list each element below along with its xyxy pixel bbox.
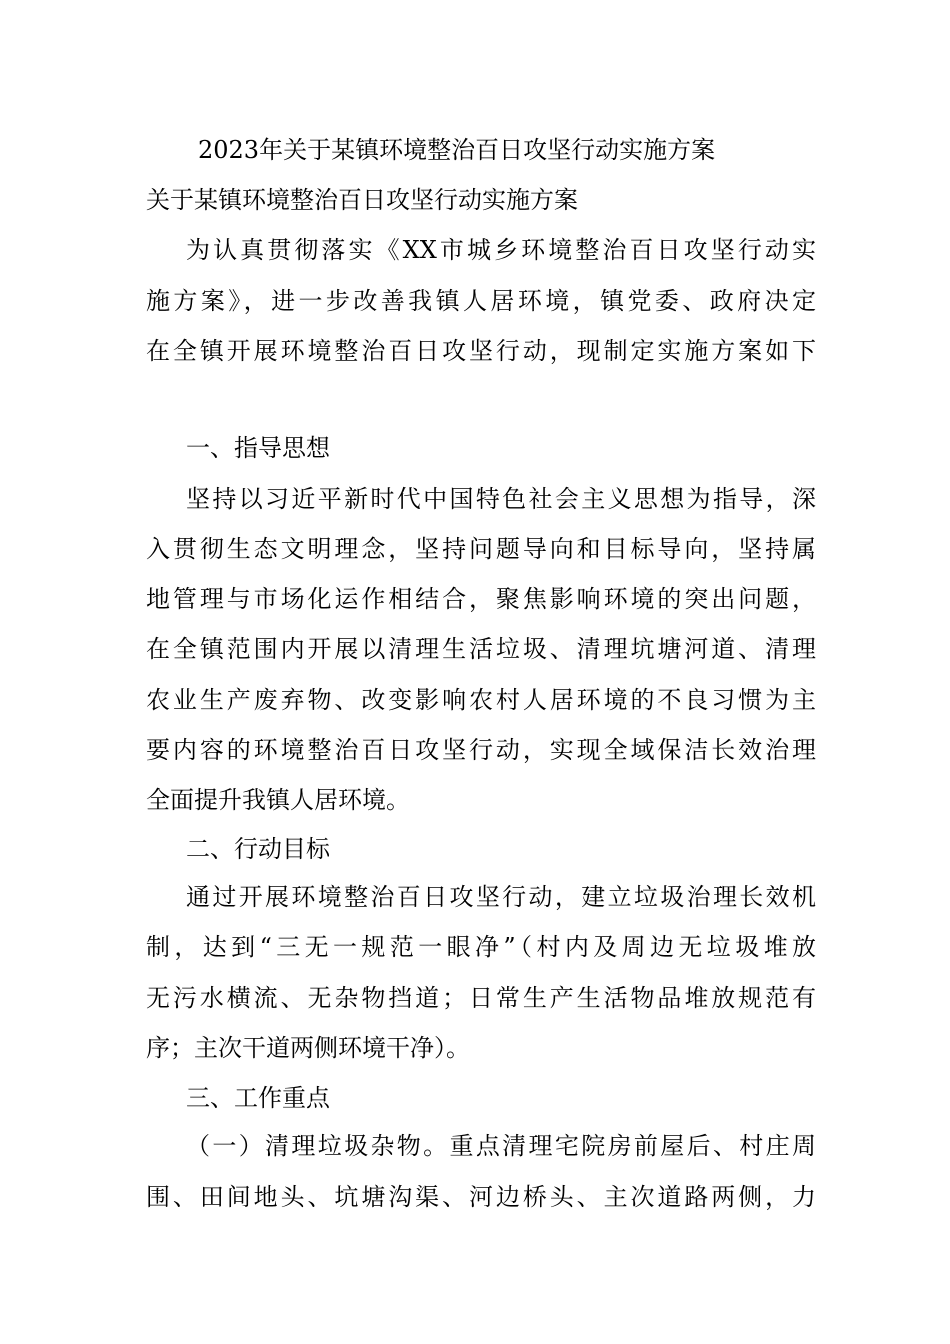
section-heading-work-focus: 三、工作重点 (186, 1084, 330, 1112)
intro-line: 施方案》，进一步改善我镇人居环境，镇党委、政府决定 (146, 287, 816, 315)
section-heading-action-goals: 二、行动目标 (186, 835, 330, 863)
document-subtitle: 关于某镇环境整治百日攻坚行动实施方案 (146, 186, 578, 214)
paragraph-line: 围、田间地头、坑塘沟渠、河边桥头、主次道路两侧，力 (146, 1183, 816, 1211)
section-heading-guiding-ideology: 一、指导思想 (186, 434, 330, 462)
paragraph-line: 坚持以习近平新时代中国特色社会主义思想为指导，深 (186, 485, 816, 513)
document-title: 2023年关于某镇环境整治百日攻坚行动实施方案 (198, 136, 716, 164)
intro-line: 在全镇开展环境整治百日攻坚行动，现制定实施方案如下 (146, 337, 816, 365)
paragraph-line: 通过开展环境整治百日攻坚行动，建立垃圾治理长效机 (186, 883, 816, 911)
paragraph-line: 在全镇范围内开展以清理生活垃圾、清理坑塘河道、清理 (146, 635, 816, 663)
paragraph-line: 序；主次干道两侧环境干净）。 (146, 1034, 470, 1062)
paragraph-line: 入贯彻生态文明理念，坚持问题导向和目标导向，坚持属 (146, 535, 816, 563)
paragraph-line: （一）清理垃圾杂物。重点清理宅院房前屋后、村庄周 (186, 1132, 816, 1160)
paragraph-line: 制，达到“三无一规范一眼净”（村内及周边无垃圾堆放 (146, 933, 816, 961)
paragraph-line: 地管理与市场化运作相结合，聚焦影响环境的突出问题， (146, 585, 816, 613)
paragraph-line: 无污水横流、无杂物挡道；日常生产生活物品堆放规范有 (146, 984, 816, 1012)
intro-line: 为认真贯彻落实《XX市城乡环境整治百日攻坚行动实 (186, 236, 816, 264)
paragraph-line: 全面提升我镇人居环境。 (146, 786, 410, 814)
paragraph-line: 农业生产废弃物、改变影响农村人居环境的不良习惯为主 (146, 686, 816, 714)
paragraph-line: 要内容的环境整治百日攻坚行动，实现全域保洁长效治理 (146, 736, 816, 764)
